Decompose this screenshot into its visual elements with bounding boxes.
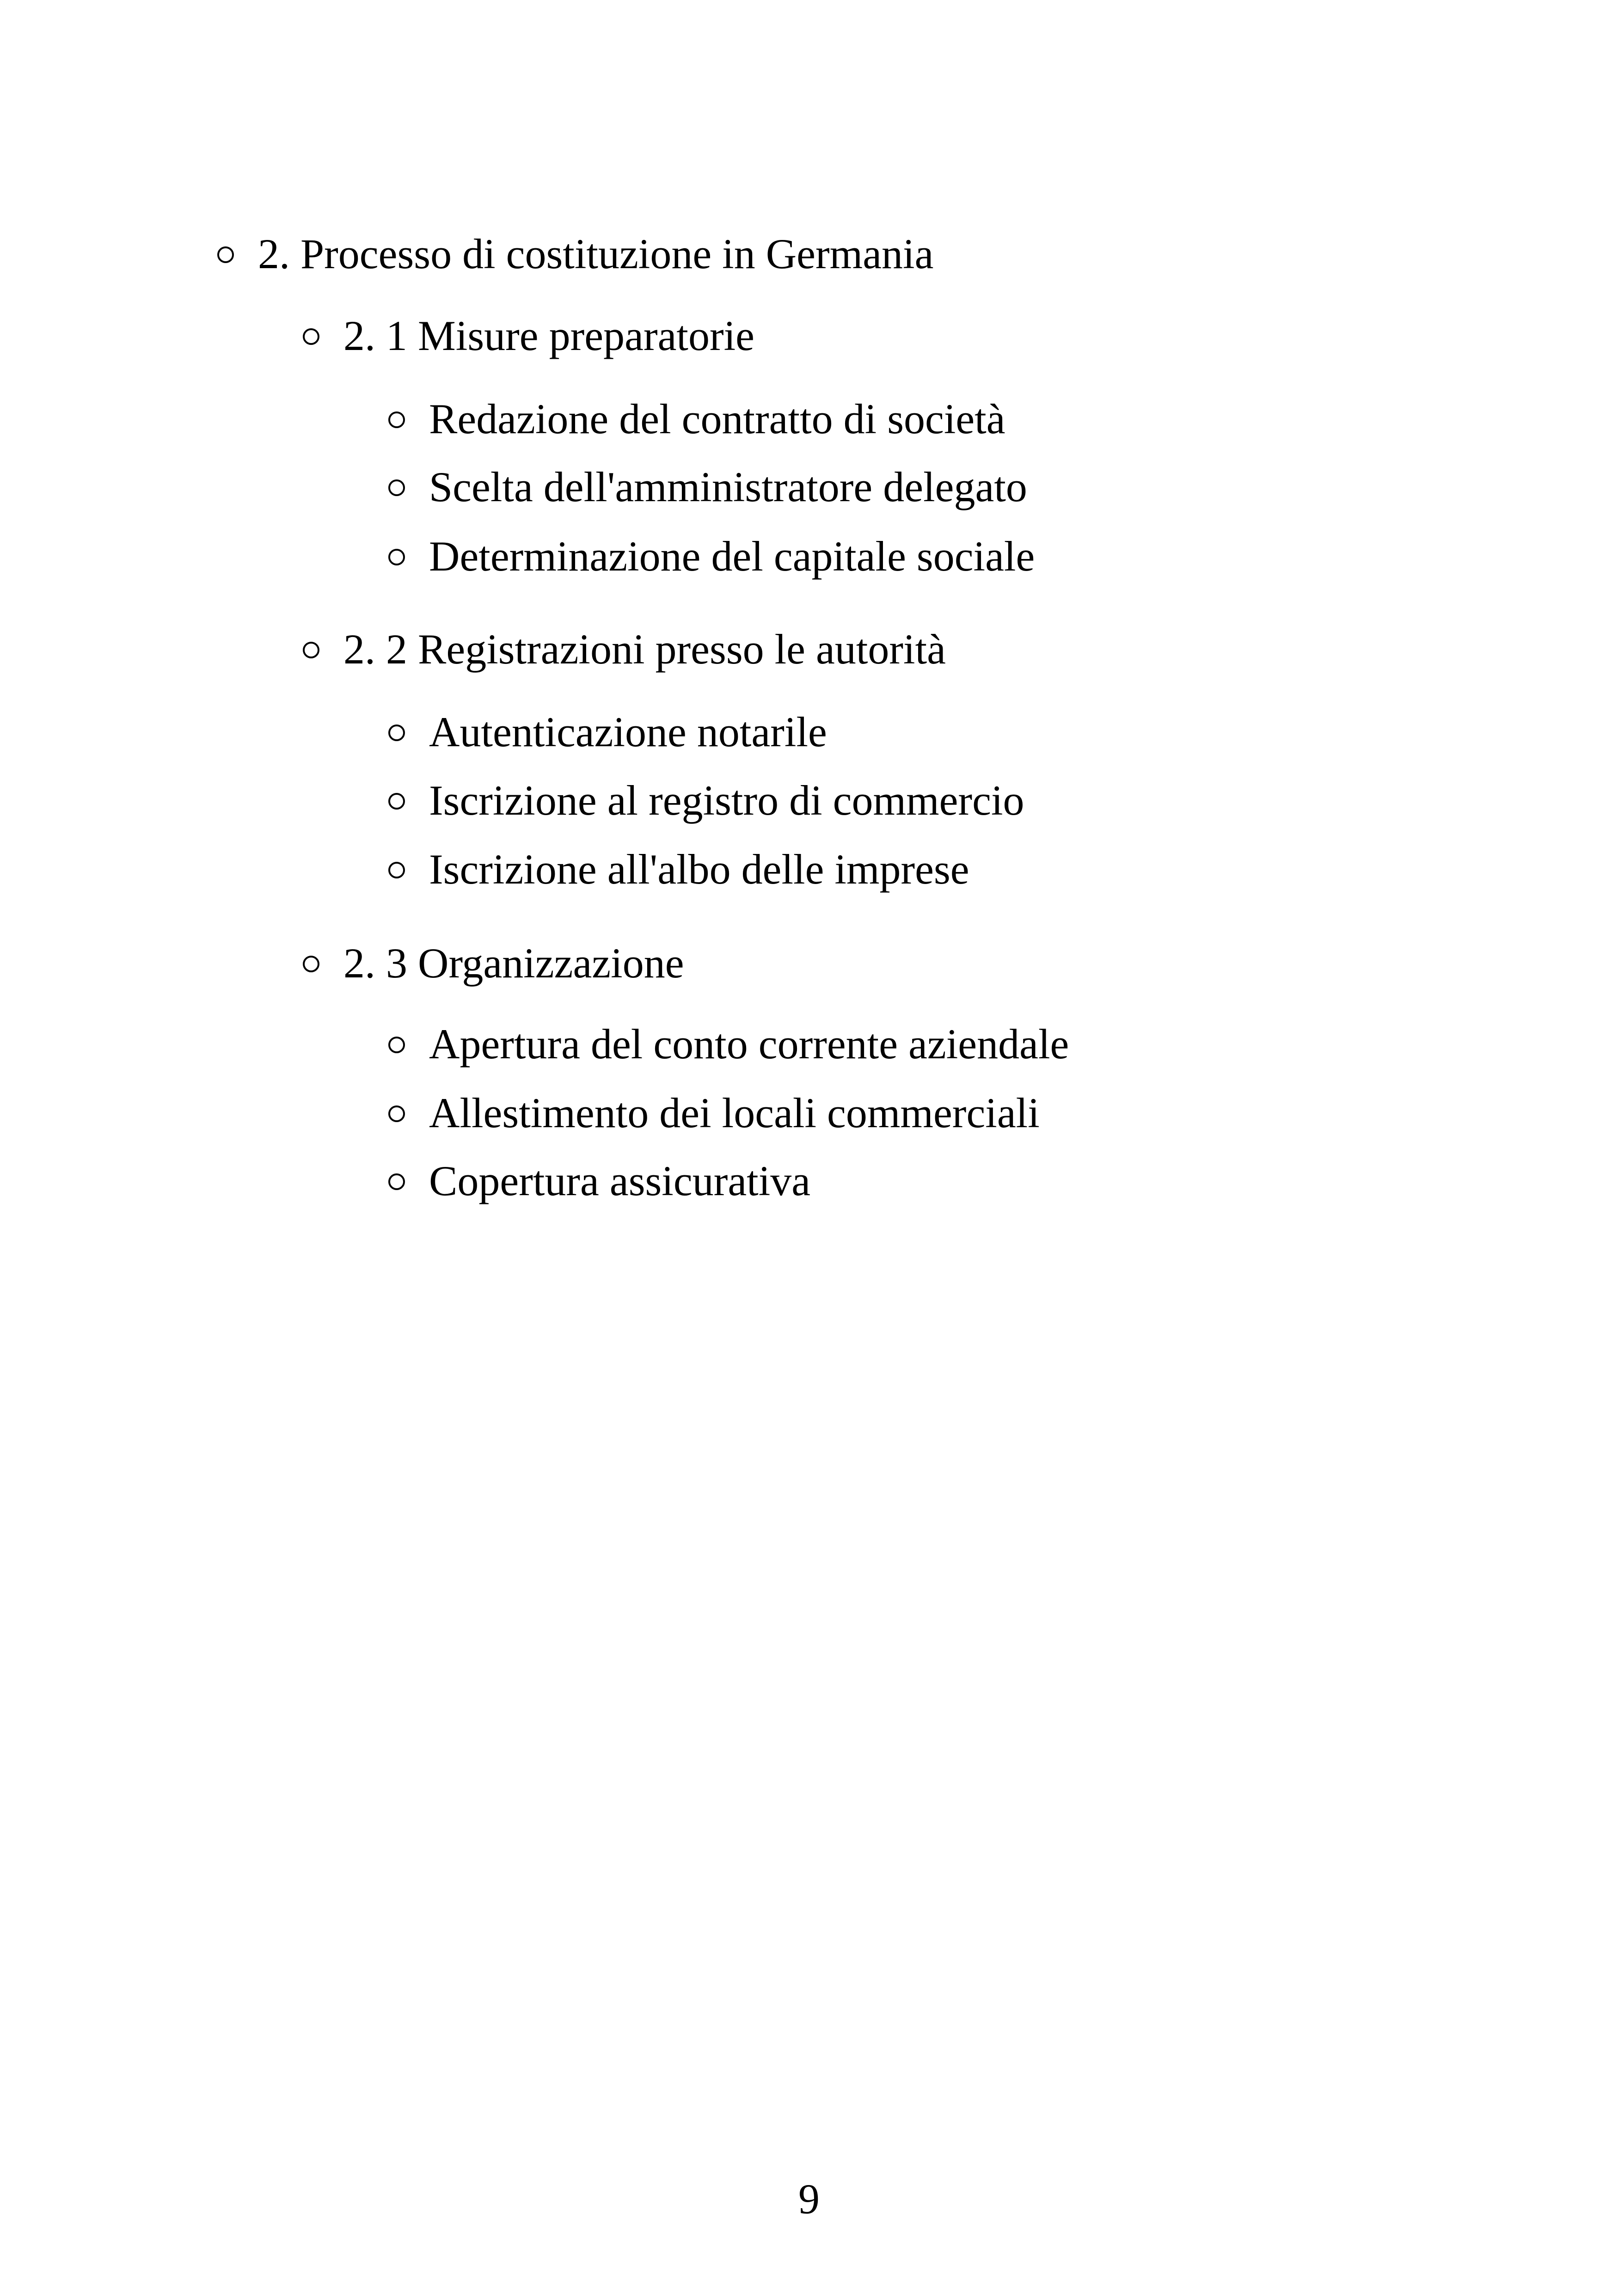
subitem-label: Autenticazione notarile xyxy=(429,708,827,755)
outline-section-heading xyxy=(303,939,684,987)
subitem-label: Allestimento dei locali commerciali xyxy=(429,1089,1040,1136)
outline-subitem xyxy=(388,533,1035,580)
outline-subitem xyxy=(388,846,969,893)
outline-subitem xyxy=(388,1089,1040,1136)
circle-bullet-icon xyxy=(388,549,405,565)
outline-subitem xyxy=(388,779,1024,822)
circle-bullet-icon xyxy=(388,1173,405,1190)
page-number: 9 xyxy=(798,2175,820,2222)
subitem-label: Scelta dell'amministratore delegato xyxy=(429,463,1027,510)
circle-bullet-icon xyxy=(303,956,319,972)
outline-item-title xyxy=(217,230,934,277)
circle-bullet-icon xyxy=(217,246,234,263)
subitem-label: Copertura assicurativa xyxy=(429,1157,811,1204)
circle-bullet-icon xyxy=(388,793,405,810)
subitem-label: Redazione del contratto di società xyxy=(429,395,1005,442)
circle-bullet-icon xyxy=(303,642,319,658)
subitem-label: Determinazione del capitale sociale xyxy=(429,533,1035,580)
subitem-label: Apertura del conto corrente aziendale xyxy=(429,1020,1069,1068)
outline-subitem xyxy=(388,395,1005,442)
outline-subitem xyxy=(388,463,1027,510)
outline-section-heading xyxy=(303,314,754,357)
section-label: 2. 3 Organizzazione xyxy=(343,939,684,987)
outline-section-heading xyxy=(303,626,946,673)
circle-bullet-icon xyxy=(388,1037,405,1053)
circle-bullet-icon xyxy=(388,724,405,741)
circle-bullet-icon xyxy=(388,1105,405,1122)
outline-subitem xyxy=(388,1157,811,1204)
subitem-label: Iscrizione all'albo delle imprese xyxy=(429,846,969,893)
circle-bullet-icon xyxy=(388,862,405,878)
section-label: 2. 2 Registrazioni presso le autorità xyxy=(343,626,946,673)
circle-bullet-icon xyxy=(388,479,405,496)
section-label: 2. 1 Misure preparatorie xyxy=(343,312,755,359)
outline-subitem xyxy=(388,1020,1069,1068)
subitem-label: Iscrizione al registro di commercio xyxy=(429,777,1024,824)
outline-subitem xyxy=(388,708,827,755)
outline-title: 2. Processo di costituzione in Germania xyxy=(258,230,934,277)
circle-bullet-icon xyxy=(303,328,319,345)
circle-bullet-icon xyxy=(388,411,405,428)
